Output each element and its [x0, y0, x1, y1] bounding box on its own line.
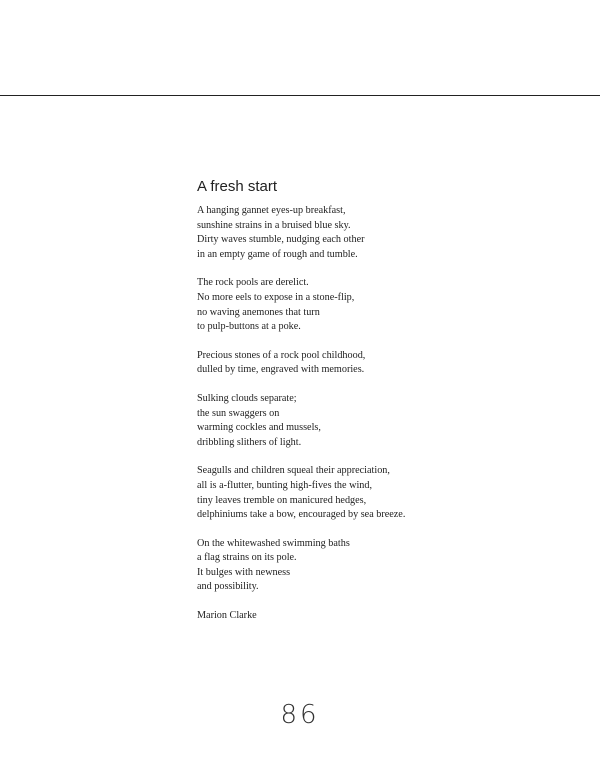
- poem-title: A fresh start: [197, 178, 278, 195]
- stanza: [197, 276, 577, 334]
- stanza: [197, 349, 577, 378]
- poem-line: in an empty game of rough and tumble.: [197, 248, 358, 260]
- stanza: [197, 392, 577, 450]
- poem-line: Sulking clouds separate;: [197, 392, 297, 404]
- poem-line: all is a-flutter, bunting high-fives the wind,: [197, 479, 373, 491]
- stanza: [197, 464, 577, 522]
- poem-line: the sun swaggers on: [197, 407, 280, 419]
- poem-line: Precious stones of a rock pool childhood,: [197, 349, 366, 361]
- poem-line: No more eels to expose in a stone-flip,: [197, 291, 355, 303]
- poem-line: no waving anemones that turn: [197, 306, 320, 318]
- poem-line: warming cockles and mussels,: [197, 422, 321, 434]
- poem-line: Dirty waves stumble, nudging each other: [197, 234, 365, 246]
- poem-line: The rock pools are derelict.: [197, 277, 309, 289]
- poem-line: delphiniums take a bow, encouraged by sea breeze.: [197, 509, 406, 521]
- poem-line: sunshine strains in a bruised blue sky.: [197, 219, 351, 231]
- poem-line: to pulp-buttons at a poke.: [197, 321, 301, 333]
- poem-line: A hanging gannet eyes-up breakfast,: [197, 205, 346, 216]
- poem-line: a flag strains on its pole.: [197, 552, 297, 564]
- stanza: [197, 204, 577, 262]
- poem-line: and possibility.: [197, 581, 259, 593]
- page-number: 86: [280, 700, 320, 730]
- poem-body: [197, 204, 577, 595]
- poem-line: tiny leaves tremble on manicured hedges,: [197, 494, 367, 506]
- poem-line: On the whitewashed swimming baths: [197, 537, 350, 549]
- poem-line: Seagulls and children squeal their appreciation,: [197, 465, 390, 477]
- header-rule: [0, 95, 600, 96]
- stanza: [197, 537, 577, 595]
- poem-line: dribbling slithers of light.: [197, 436, 302, 448]
- poem-line: It bulges with newness: [197, 566, 291, 578]
- poem: [197, 178, 577, 624]
- poem-author: Marion Clarke: [197, 610, 257, 622]
- poem-line: dulled by time, engraved with memories.: [197, 364, 365, 376]
